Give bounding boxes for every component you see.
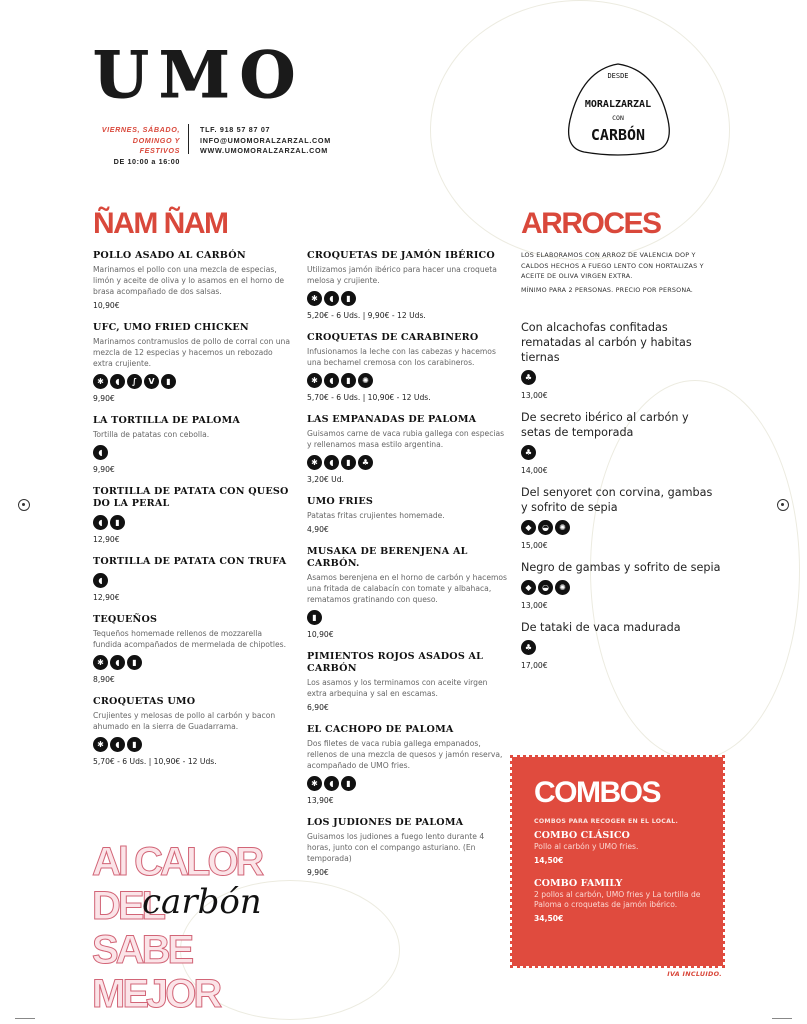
item-price: 9,90€ [93, 394, 115, 403]
allergen-icons [307, 610, 507, 626]
arroz-item [521, 320, 721, 402]
arroz-title: Del senyoret con corvina, gambas y sofrito de sepia [521, 486, 713, 514]
allergen-icons [93, 445, 293, 461]
mollusc-icon: ◒ [538, 580, 553, 595]
item-description: Los asamos y los terminamos con aceite virgen extra arbequina y sal en escamas. [307, 678, 488, 698]
stamp-town: MORALZARZAL [584, 99, 652, 110]
egg-icon: ◖ [110, 737, 125, 752]
item-title: TORTILLA DE PATATA CON QUESO DO LA PERAL [93, 486, 289, 509]
combo-description: 2 pollos al carbón, UMO fries y La tortilla de Paloma o croquetas de jamón ibérico. [534, 889, 701, 909]
combo-price: 14,50€ [534, 855, 564, 865]
allergen-icons [93, 374, 293, 390]
item-price: 3,20€ Ud. [307, 475, 344, 484]
item-price: 12,90€ [93, 535, 120, 544]
gluten-icon: ✱ [93, 655, 108, 670]
allergen-icons [521, 370, 721, 386]
arroz-price: 13,00€ [521, 391, 548, 400]
gluten-icon: ✱ [93, 737, 108, 752]
item-description: Guisamos carne de vaca rubia gallega con especias y rellenamos masa estilo argentina. [307, 429, 505, 449]
item-price: 9,90€ [93, 465, 115, 474]
item-price: 6,90€ [307, 703, 329, 712]
combo-description: Pollo al carbón y UMO fries. [534, 842, 639, 851]
menu-item [93, 322, 293, 405]
item-description: Tequeños homemade rellenos de mozzarella fundida acompañados de mermelada de chipotles. [93, 629, 287, 649]
arroz-title: Con alcachofas confitadas rematadas al carbón y habitas tiernas [521, 321, 692, 364]
arroz-item [521, 410, 721, 477]
allergen-icons [93, 655, 293, 671]
item-price: 9,90€ [307, 868, 329, 877]
section-title-arroces: ARROCES [521, 207, 661, 240]
allergen-icons [521, 580, 721, 596]
item-title: LAS EMPANADAS DE PALOMA [307, 414, 477, 425]
item-price: 8,90€ [93, 675, 115, 684]
milk-icon: ▮ [341, 776, 356, 791]
menu-item [93, 614, 293, 686]
menu-item [93, 556, 293, 604]
combos-subtitle: COMBOS PARA RECOGER EN EL LOCAL. [534, 818, 679, 825]
arroz-title: De secreto ibérico al carbón y setas de temporada [521, 411, 689, 439]
egg-icon: ◖ [93, 573, 108, 588]
allergen-icons [93, 515, 293, 531]
item-title: TORTILLA DE PATATA CON TRUFA [93, 556, 287, 567]
divider [188, 124, 189, 154]
combo-title: COMBO FAMILY [534, 877, 623, 889]
item-price: 5,70€ - 6 Uds. | 10,90€ - 12 Uds. [307, 393, 431, 402]
moralzarzal-stamp [562, 60, 674, 156]
item-description: Dos filetes de vaca rubia gallega empanados, rellenos de una mezcla de quesos y jamón reserva, acompañado de UMO fries. [307, 739, 503, 770]
crop-mark [772, 1018, 792, 1019]
milk-icon: ▮ [341, 455, 356, 470]
arroz-item [521, 620, 721, 672]
menu-item [307, 546, 507, 641]
tagline-line2: DEL [92, 884, 163, 928]
allergen-icons [521, 520, 721, 536]
arroz-price: 14,00€ [521, 466, 548, 475]
hours-time: DE 10:00 a 16:00 [113, 156, 180, 166]
item-description: Patatas fritas crujientes homemade. [307, 511, 445, 520]
crustacean-icon: ✺ [358, 373, 373, 388]
arroz-price: 17,00€ [521, 661, 548, 670]
arroces-description [521, 250, 721, 295]
milk-icon: ▮ [307, 610, 322, 625]
item-price: 10,90€ [307, 630, 334, 639]
arroz-title: Negro de gambas y sofrito de sepia [521, 561, 721, 574]
arroces-info: LOS ELABORAMOS CON ARROZ DE VALENCIA DOP Y CALDOS HECHOS A FUEGO LENTO CON HORTALIZAS Y ACEITE DE OLIVA VIRGEN EXTRA. [521, 251, 704, 280]
arroz-item [521, 560, 721, 612]
opening-hours [95, 125, 180, 167]
milk-icon: ▮ [110, 515, 125, 530]
arroz-price: 13,00€ [521, 601, 548, 610]
item-title: CROQUETAS DE JAMÓN IBÉRICO [307, 250, 495, 261]
milk-icon: ▮ [127, 655, 142, 670]
combos-title: COMBOS [534, 776, 660, 809]
menu-item [93, 250, 293, 312]
crustacean-icon: ✺ [555, 520, 570, 535]
egg-icon: ◖ [93, 515, 108, 530]
allergen-icons [521, 640, 721, 656]
item-title: TEQUEÑOS [93, 614, 158, 625]
item-description: Crujientes y melosas de pollo al carbón y bacon ahumado en la sierra de Guadarrama. [93, 711, 276, 731]
stamp-desde: DESDE [607, 72, 629, 80]
phone[interactable]: TLF. 918 57 87 07 [200, 125, 271, 134]
arroces-list [521, 320, 721, 680]
allergen-icons [93, 737, 293, 753]
item-description: Marinamos el pollo con una mezcla de especias, limón y aceite de oliva y lo asamos en el horno de brasa acompañado de dos salsas. [93, 265, 285, 296]
item-description: Utilizamos jamón ibérico para hacer una croqueta melosa y crujiente. [307, 265, 497, 285]
milk-icon: ▮ [161, 374, 176, 389]
website[interactable]: WWW.UMOMORALZARZAL.COM [200, 146, 328, 155]
arroces-minimum: MÍNIMO PARA 2 PERSONAS. PRECIO POR PERSONA. [521, 285, 694, 294]
mustard-icon: ∫ [127, 374, 142, 389]
item-price: 13,90€ [307, 796, 334, 805]
hours-days-2: DOMINGO Y FESTIVOS [132, 135, 180, 155]
celery-icon: ♣ [521, 640, 536, 655]
tagline-script: carbón [142, 882, 262, 922]
hours-days: VIERNES, SÁBADO, [101, 125, 180, 134]
item-description: Guisamos los judiones a fuego lento durante 4 horas, junto con el compango asturiano. (En temporada) [307, 832, 485, 863]
egg-icon: ◖ [110, 374, 125, 389]
egg-icon: ◖ [324, 776, 339, 791]
section-title-nam-nam: ÑAM ÑAM [93, 207, 228, 240]
celery-icon: ♣ [358, 455, 373, 470]
registration-mark-icon [777, 499, 789, 511]
egg-icon: ◖ [324, 455, 339, 470]
mollusc-icon: ◒ [538, 520, 553, 535]
egg-icon: ◖ [110, 655, 125, 670]
allergen-icons [307, 776, 507, 792]
tagline [92, 840, 292, 1016]
tagline-line3: SABE MEJOR [92, 928, 220, 1016]
menu-item [307, 496, 507, 536]
combo-title: COMBO CLÁSICO [534, 830, 630, 841]
gluten-icon: ✱ [307, 291, 322, 306]
item-title: LOS JUDIONES DE PALOMA [307, 817, 464, 828]
email[interactable]: INFO@UMOMORALZARZAL.COM [200, 135, 331, 145]
item-title: PIMIENTOS ROJOS ASADOS AL CARBÓN [307, 651, 484, 674]
fish-icon: ◆ [521, 520, 536, 535]
item-price: 5,20€ - 6 Uds. | 9,90€ - 12 Uds. [307, 311, 426, 320]
menu-item [93, 696, 293, 768]
milk-icon: ▮ [341, 373, 356, 388]
egg-icon: ◖ [324, 291, 339, 306]
arroz-title: De tataki de vaca madurada [521, 621, 681, 634]
item-title: CROQUETAS UMO [93, 696, 196, 707]
item-description: Tortilla de patatas con cebolla. [93, 430, 210, 439]
allergen-icons [307, 291, 507, 307]
arroz-price: 15,00€ [521, 541, 548, 550]
item-title: UFC, UMO FRIED CHICKEN [93, 322, 249, 333]
logo: UMO [93, 38, 306, 113]
crop-mark [15, 1018, 35, 1019]
gluten-icon: ✱ [307, 373, 322, 388]
menu-item [307, 651, 507, 714]
stamp-con: CON [612, 114, 624, 122]
celery-icon: ♣ [521, 445, 536, 460]
combos-box [512, 757, 723, 966]
milk-icon: ▮ [341, 291, 356, 306]
menu-column-2 [307, 250, 507, 889]
item-title: EL CACHOPO DE PALOMA [307, 724, 454, 735]
soy-icon: V [144, 374, 159, 389]
menu-item [307, 250, 507, 322]
gluten-icon: ✱ [93, 374, 108, 389]
combo-price: 34,50€ [534, 913, 564, 923]
item-title: MUSAKA DE BERENJENA AL CARBÓN. [307, 546, 468, 569]
menu-item [307, 414, 507, 486]
menu-item [307, 724, 507, 807]
item-description: Marinamos contramuslos de pollo de corral con una mezcla de 12 especias y hacemos un rebozado extra crujiente. [93, 337, 290, 368]
item-description: Infusionamos la leche con las cabezas y hacemos una bechamel cremosa con los carabineros. [307, 347, 496, 367]
allergen-icons [307, 455, 507, 471]
allergen-icons [93, 573, 293, 589]
gluten-icon: ✱ [307, 776, 322, 791]
fish-icon: ◆ [521, 580, 536, 595]
item-price: 10,90€ [93, 301, 120, 310]
crustacean-icon: ✺ [555, 580, 570, 595]
menu-item [93, 486, 293, 546]
registration-mark-icon [18, 499, 30, 511]
milk-icon: ▮ [127, 737, 142, 752]
menu-item [307, 817, 507, 879]
allergen-icons [521, 445, 721, 461]
menu-item [307, 332, 507, 404]
arroz-item [521, 485, 721, 552]
item-title: POLLO ASADO AL CARBÓN [93, 250, 246, 261]
menu-item [93, 415, 293, 476]
item-price: 4,90€ [307, 525, 329, 534]
egg-icon: ◖ [324, 373, 339, 388]
allergen-icons [307, 373, 507, 389]
tagline-line1: Al CALOR [92, 840, 262, 884]
iva-note: IVA INCLUIDO. [667, 970, 722, 978]
item-title: UMO FRIES [307, 496, 373, 507]
item-description: Asamos berenjena en el horno de carbón y hacemos una fritada de calabacín con tomate y albahaca, rematamos gratinando con queso. [307, 573, 507, 604]
menu-column-1 [93, 250, 293, 778]
item-title: CROQUETAS DE CARABINERO [307, 332, 479, 343]
egg-icon: ◖ [93, 445, 108, 460]
item-price: 5,70€ - 6 Uds. | 10,90€ - 12 Uds. [93, 757, 217, 766]
contact-info [200, 125, 331, 157]
celery-icon: ♣ [521, 370, 536, 385]
item-price: 12,90€ [93, 593, 120, 602]
item-title: LA TORTILLA DE PALOMA [93, 415, 241, 426]
gluten-icon: ✱ [307, 455, 322, 470]
stamp-carbon: CARBÓN [590, 126, 646, 144]
